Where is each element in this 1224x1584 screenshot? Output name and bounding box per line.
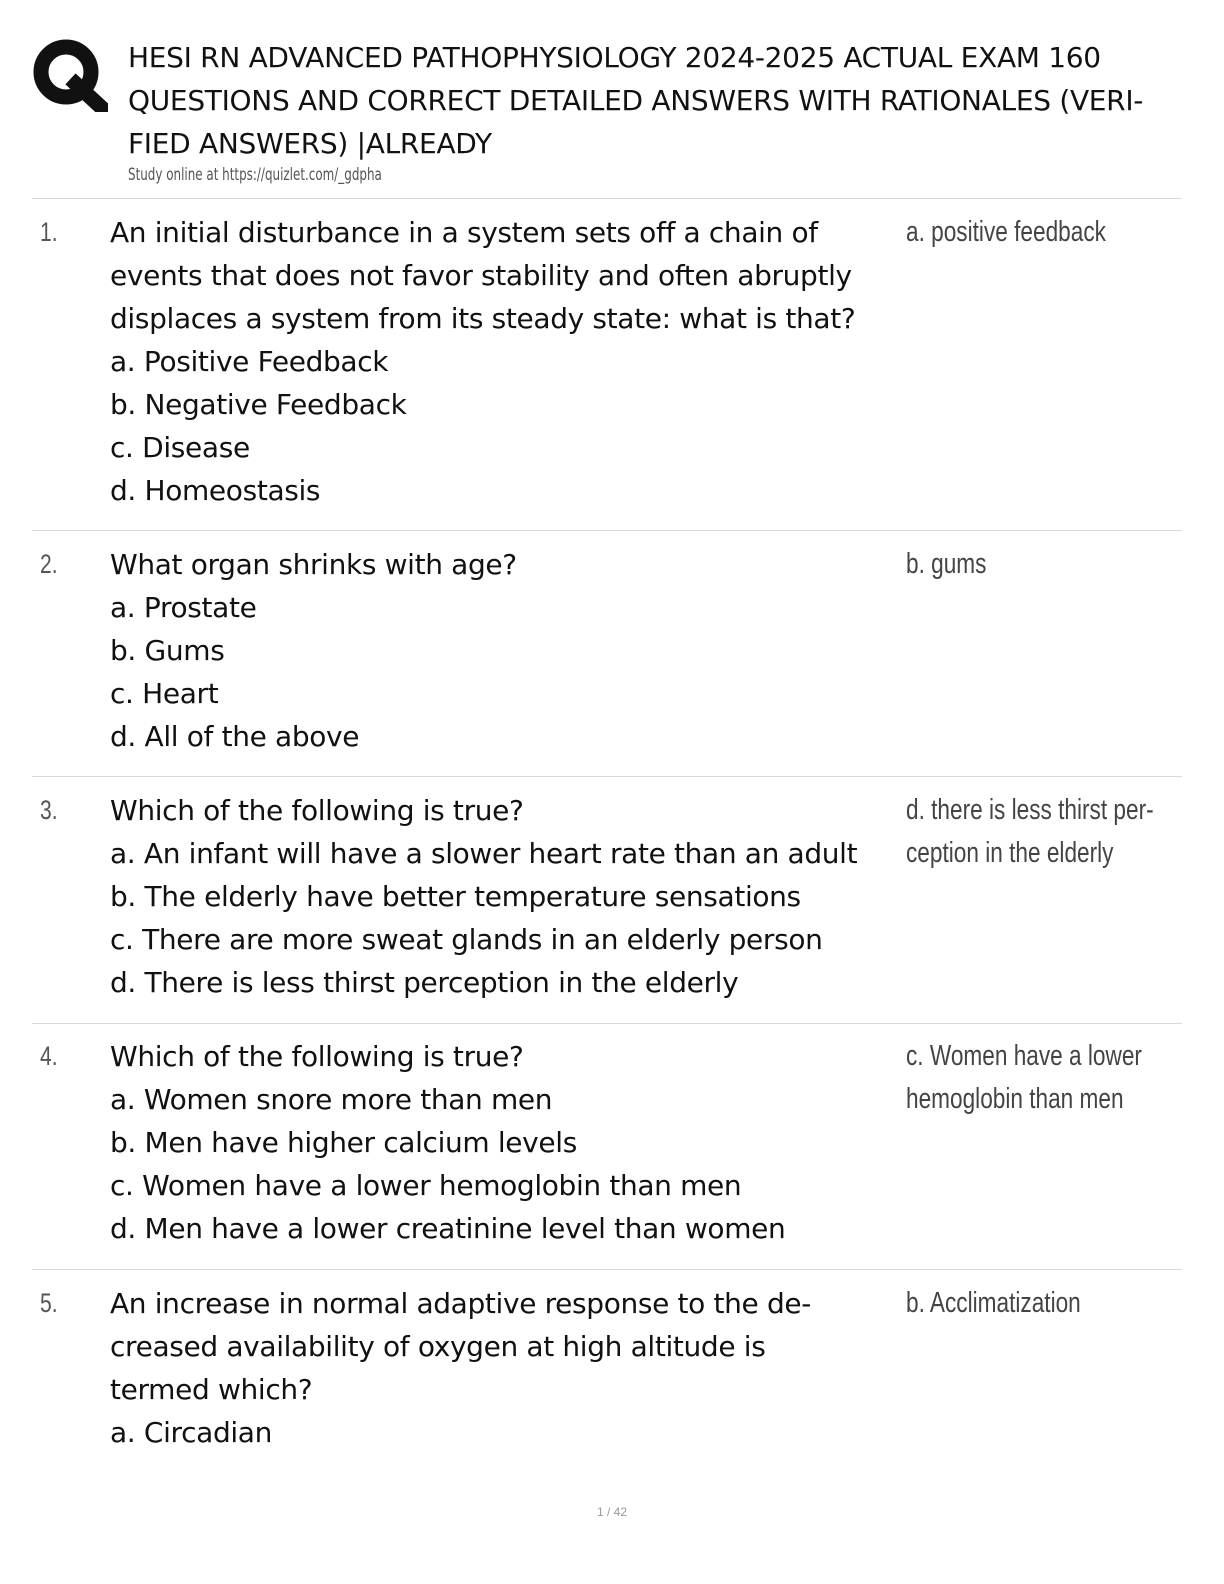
option-line: b. Men have higher calcium levels	[110, 1126, 577, 1159]
answer-text	[906, 543, 986, 586]
answer-text	[906, 1035, 1142, 1121]
option-line: d. There is less thirst perception in the elderly	[110, 966, 739, 999]
answer-text	[906, 211, 1106, 254]
question-line: displaces a system from its steady state: what is that?	[110, 302, 856, 335]
source-url: Study online at https://quizlet.com/_gdpha	[128, 165, 382, 185]
question-line: termed which?	[110, 1373, 313, 1406]
question-text	[110, 789, 910, 1004]
answer-line: ception in the elderly	[906, 837, 1114, 869]
document-title	[128, 36, 1192, 165]
divider	[32, 1269, 1182, 1270]
question-text	[110, 543, 910, 758]
option-line: b. The elderly have better temperature sensations	[110, 880, 801, 913]
divider	[32, 530, 1182, 531]
question-line: creased availability of oxygen at high altitude is	[110, 1330, 766, 1363]
question-number: 4.	[40, 1041, 58, 1071]
title-line: HESI RN ADVANCED PATHOPHYSIOLOGY 2024-2025 ACTUAL EXAM 160	[128, 41, 1101, 74]
question-number: 5.	[40, 1288, 58, 1318]
answer-line: b. Acclimatization	[906, 1287, 1081, 1319]
question-line: Which of the following is true?	[110, 794, 524, 827]
option-line: a. Women snore more than men	[110, 1083, 553, 1116]
question-line: What organ shrinks with age?	[110, 548, 517, 581]
option-line: d. All of the above	[110, 720, 360, 753]
question-line: An increase in normal adaptive response to the de-	[110, 1287, 812, 1320]
divider	[32, 776, 1182, 777]
question-number: 3.	[40, 795, 58, 825]
option-line: b. Gums	[110, 634, 225, 667]
question-text	[110, 211, 910, 512]
option-line: c. Heart	[110, 677, 219, 710]
question-text	[110, 1035, 910, 1250]
divider	[32, 198, 1182, 199]
title-line: QUESTIONS AND CORRECT DETAILED ANSWERS WITH RATIONALES (VERI-	[128, 84, 1144, 117]
answer-line: hemoglobin than men	[906, 1083, 1124, 1115]
answer-line: a. positive feedback	[906, 216, 1106, 248]
option-line: b. Negative Feedback	[110, 388, 407, 421]
option-line: c. Women have a lower hemoglobin than men	[110, 1169, 742, 1202]
question-number: 2.	[40, 549, 58, 579]
option-line: a. An infant will have a slower heart rate than an adult	[110, 837, 858, 870]
option-line: a. Prostate	[110, 591, 257, 624]
answer-text	[906, 789, 1154, 875]
option-line: d. Homeostasis	[110, 474, 321, 507]
option-line: a. Circadian	[110, 1416, 272, 1449]
option-line: c. Disease	[110, 431, 250, 464]
answer-line: b. gums	[906, 548, 987, 580]
title-line: FIED ANSWERS) |ALREADY	[128, 127, 492, 160]
option-line: c. There are more sweat glands in an elderly person	[110, 923, 823, 956]
question-line: An initial disturbance in a system sets off a chain of	[110, 216, 818, 249]
question-line: Which of the following is true?	[110, 1040, 524, 1073]
answer-text	[906, 1282, 1081, 1325]
answer-line: d. there is less thirst per-	[906, 794, 1154, 826]
question-number: 1.	[40, 217, 58, 247]
option-line: a. Positive Feedback	[110, 345, 389, 378]
question-line: events that does not favor stability and often abruptly	[110, 259, 852, 292]
divider	[32, 1023, 1182, 1024]
page-indicator: 1 / 42	[596, 1505, 628, 1519]
question-text	[110, 1282, 910, 1454]
answer-line: c. Women have a lower	[906, 1040, 1142, 1072]
option-line: d. Men have a lower creatinine level than women	[110, 1212, 786, 1245]
quizlet-q-logo-icon	[32, 36, 108, 112]
